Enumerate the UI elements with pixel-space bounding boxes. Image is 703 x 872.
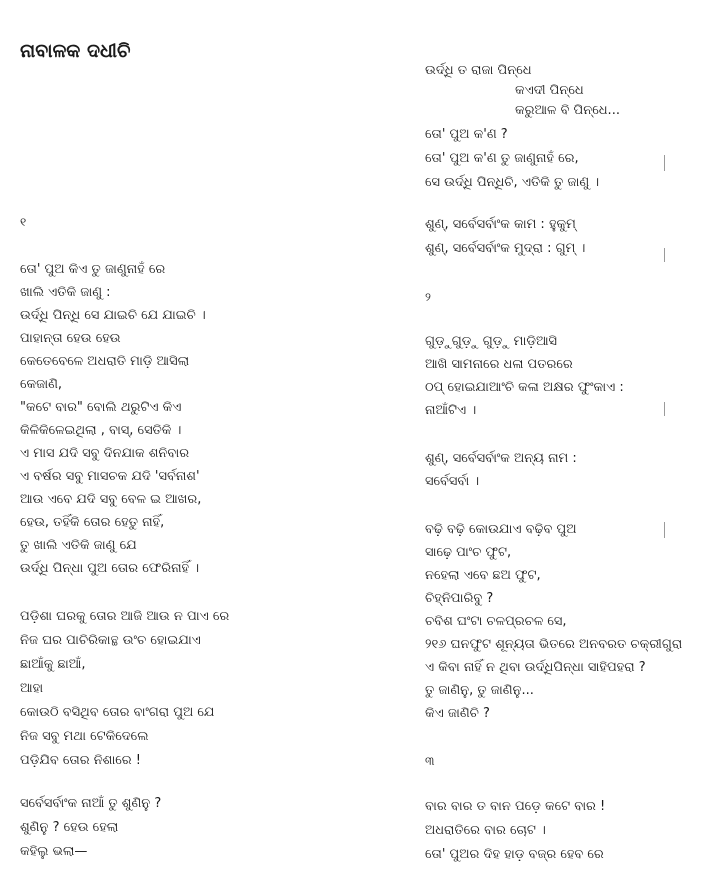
- poem-line: ତୋ' ପୁଅର ଦିହ ହାଡ଼ ବଜ୍ର ହେବ ରେ: [425, 847, 604, 862]
- poem-line: "କଟେ ବାର" ବୋଲି ଥରୁଟିଏ କିଏ: [20, 400, 182, 415]
- poem-line: ଉର୍ଦ୍ଧି ତ ରାଜା ପିନ୍ଧେ: [425, 63, 532, 78]
- poem-line: ଶୁଣ୍, ସର୍ବେସର୍ବାଂକ ଅନ୍ୟ ନାମ :: [425, 451, 577, 466]
- scan-mark: [664, 522, 665, 538]
- poem-line: ଚିହ୍ନିପାରିବୁ ?: [425, 591, 494, 606]
- poem-line: ପାହାନ୍ତା ହେଉ ହେଉ: [20, 331, 121, 346]
- poem-line: ଗୁଡ଼ୁଗୁଡ଼ୁ ଗୁଡ଼ୁ ମାଡ଼ିଆସି: [425, 334, 558, 349]
- poem-line: ତୋ' ପୁଅ କିଏ ତୁ ଜାଣୁନାହଁ ରେ: [20, 262, 166, 277]
- poem-line: ନିଜ ସବୁ ମଥା ଟେକିଦେଲେ: [20, 729, 149, 744]
- section-number-1: ୧: [20, 215, 27, 229]
- poem-line: ହେଉ, ତହିଁକି ତୋର ହେତୁ ନାହିଁ,: [20, 515, 165, 530]
- poem-line: ଆଖି ସାମନାରେ ଧଳା ପତରରେ: [425, 357, 573, 372]
- poem-line: ୨୧୬ ଘନଫୁଟ ଶୂନ୍ୟତା ଭିତରେ ଅନବରତ ଚକ୍ରୀଗୁରା: [425, 637, 683, 652]
- poem-line: ସେ ଉର୍ଦ୍ଧି ପିନ୍ଧିଚି, ଏତିକି ତୁ ଜାଣୁ ।: [425, 175, 600, 190]
- poem-line: ଆହା: [20, 681, 44, 696]
- scan-mark: [664, 402, 665, 416]
- poem-line: କିଳିକିଳେଇଥିଲା , ବାସ୍, ସେତିକି ।: [20, 423, 182, 438]
- poem-line: ନାଆଁଟିଏ ।: [425, 403, 477, 418]
- poem-line: ତୁ ଖାଲି ଏତିକି ଜାଣୁ ଯେ: [20, 538, 137, 553]
- section-number-3: ୩: [425, 754, 435, 768]
- poem-line: ଆଉ ଏବେ ଯଦି ସବୁ ବେଳ ଇ ଆଖର,: [20, 492, 202, 507]
- scan-mark: [664, 248, 665, 262]
- poem-line: କୋଉଠି ବସିଥିବ ତୋର ବାଂଗରା ପୁଅ ଯେ: [20, 705, 215, 720]
- poem-line: ଖାଲି ଏତିକି ଜାଣୁ :: [20, 285, 111, 300]
- poem-line: ଅଧରାତିରେ ବାର ଚୋଟ ।: [425, 823, 546, 838]
- poem-line: ଏ କିବା ନାହିଁ ନ ଥିବା ଉର୍ଦ୍ଧିପିନ୍ଧା ସାହିପହରା ?: [425, 660, 646, 675]
- poem-line: ଠପ୍ ହୋଇଯାଆଂଚି କଳା ଅକ୍ଷର ଫୁଂକାଏ :: [425, 380, 624, 395]
- poem-line: ନିଜ ଘର ପାଚିରିକାନ୍ଥ ଉଂଚ ହୋଇଯାଏ: [20, 633, 201, 648]
- poem-title: ନାବାଳକ ଦଧୀଚି: [20, 40, 131, 62]
- poem-line: କଏଦୀ ପିନ୍ଧେ: [515, 83, 584, 98]
- poem-line: ସର୍ବେସର୍ବାଂକ ନାଆଁ ତୁ ଶୁଣିନୁ ?: [20, 796, 162, 811]
- poem-line: କେଜାଣି,: [20, 377, 63, 392]
- poem-line: ପଡ଼ିଶା ଘରକୁ ତୋର ଆଜି ଆଉ ନ ପାଏ ରେ: [20, 609, 230, 624]
- poem-line: ଛାଆଁକୁ ଛାଆଁ,: [20, 657, 86, 672]
- poem-line: ଚବିଶ ଘଂଟା ଚଳପ୍ରଚଳ ସେ,: [425, 614, 567, 629]
- poem-line: ଏ ମାସ ଯଦି ସବୁ ଦିନଯାକ ଶନିବାର: [20, 446, 190, 461]
- poem-line: ଶୁଣିନୁ ? ହେଉ ହେଲା: [20, 820, 119, 835]
- poem-line: ଉର୍ଦ୍ଧି ପିନ୍ଧା ପୁଅ ତୋର ଫେରିନାହିଁ ।: [20, 561, 200, 576]
- poem-line: କହିଲୁ ଭଲା—: [20, 844, 88, 859]
- poem-line: ଶୁଣ୍, ସର୍ବେସର୍ବାଂକ ମୁଦ୍ରା : ଗୁମ୍ ।: [425, 241, 586, 256]
- poem-line: କରୁଆଳ ବି ପିନ୍ଧେ...: [515, 103, 620, 118]
- scan-mark: [664, 155, 665, 171]
- poem-line: ନହେଲା ଏବେ ଛଅ ଫୁଟ,: [425, 568, 541, 583]
- poem-line: ବାର ବାର ତ ବାନ ପଡ଼େ କଟେ ବାର !: [425, 799, 606, 814]
- poem-line: କେତେବେଳେ ଅଧରାତି ମାଡ଼ି ଆସିଲା: [20, 354, 190, 369]
- poem-line: ଶୁଣ୍, ସର୍ବେସର୍ବାଂକ କାମ : ହୁକୁମ୍: [425, 217, 576, 232]
- poem-line: ତୁ ଜାଣିନୁ, ତୁ ଜାଣିନୁ...: [425, 683, 534, 698]
- poem-line: ପଡ଼ିଯିବ ତୋର ନିଶାରେ !: [20, 753, 141, 768]
- poem-line: ତୋ' ପୁଅ କ'ଣ ତୁ ଜାଣୁନାହଁ ରେ,: [425, 151, 579, 166]
- poem-line: କିଏ ଜାଣିଚି ?: [425, 706, 490, 721]
- poem-line: ଉର୍ଦ୍ଧି ପିନ୍ଧି ସେ ଯାଇଚି ଯେ ଯାଇଚି ।: [20, 308, 206, 323]
- section-number-2: ୨: [425, 290, 431, 304]
- poem-line: ତୋ' ପୁଅ କ'ଣ ?: [425, 127, 508, 142]
- poem-line: ସର୍ବେସର୍ବା ।: [425, 474, 480, 489]
- poem-line: ଏ ବର୍ଷର ସବୁ ମାସଚକ ଯଦି 'ସର୍ବନାଶ': [20, 469, 200, 484]
- poem-line: ସାଢ଼େ ପାଂଚ ଫୁଟ,: [425, 545, 512, 560]
- poem-line: ବଢ଼ି ବଢ଼ି କୋଉଯାଏ ବଢ଼ିବ ପୁଅ: [425, 522, 577, 537]
